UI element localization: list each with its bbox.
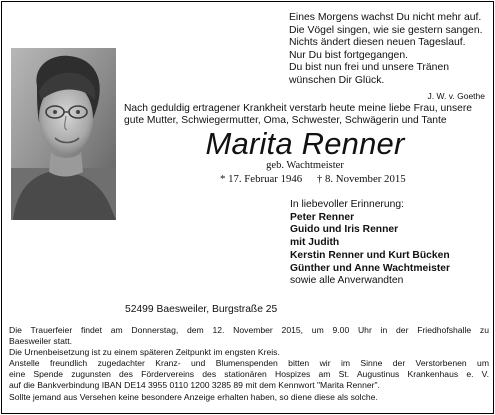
donation-line: Anstelle freundlich zugedachter Kranz- und Blumenspenden bitten wir im Sinne der Verstorbenen um (9, 358, 489, 369)
apology-line: Sollte jemand aus Versehen keine besondere Anzeige erhalten haben, so diene diese als solche. (9, 391, 378, 402)
funeral-line: Baesweiler statt. (9, 336, 73, 347)
mourner-name: mit Judith (290, 237, 340, 249)
death-date: † 8. November 2015 (316, 173, 406, 185)
mourners-closing: sowie alle Anverwandten (290, 275, 404, 287)
birth-name: geb. Wachtmeister (266, 160, 344, 171)
poem-line: Die Vögel singen, wie sie gestern sangen. (289, 24, 483, 36)
mourner-name: Kerstin Renner und Kurt Bücken (290, 249, 450, 261)
poem-line: Nur Du bist fortgegangen. (289, 49, 408, 61)
mourner-name: Peter Renner (290, 211, 355, 223)
poem-author: J. W. v. Goethe (427, 90, 485, 101)
funeral-line: Die Trauerfeier findet am Donnerstag, dem 12. November 2015, um 9.00 Uhr in der Friedhofshalle zu (9, 325, 489, 335)
poem (289, 12, 489, 102)
mourners-heading: In liebevoller Erinnerung: (290, 199, 404, 210)
life-dates (220, 173, 420, 186)
mourner-name: Guido und Iris Renner (290, 224, 399, 236)
poem-line: Nichts ändert diesen neuen Tageslauf. (289, 37, 466, 49)
announcement-line: Nach geduldig ertragener Krankheit verstarb heute meine liebe Frau, unsere (124, 103, 473, 114)
portrait-photo (11, 48, 116, 220)
obituary-notice (1, 1, 494, 414)
family-address: 52499 Baesweiler, Burgstraße 25 (125, 304, 278, 315)
birth-date: * 17. Februar 1946 (220, 173, 303, 185)
urn-burial-line: Die Urnenbeisetzung ist zu einem späteren Zeitpunkt im engsten Kreis. (9, 347, 280, 358)
announcement-line: gute Mutter, Schwiegermutter, Oma, Schwester, Schwägerin und Tante (124, 115, 447, 127)
funeral-information (9, 325, 489, 403)
donation-line: eine Spende zugunsten des Fördervereins des stationären Hospizes am St. Augustinus Krankenhaus e. V. (9, 369, 489, 380)
mourners-list (290, 199, 490, 288)
poem-line: Du bist nun frei und unsere Tränen (289, 62, 449, 74)
poem-line: Eines Morgens wachst Du nicht mehr auf. (289, 12, 482, 23)
donation-line: auf die Bankverbindung IBAN DE14 3955 0110 1200 3285 89 mit dem Kennwort "Marita Renner". (9, 380, 380, 391)
poem-line: wünschen Dir Glück. (289, 74, 385, 86)
death-announcement-text (124, 103, 490, 128)
deceased-name: Marita Renner (205, 126, 405, 161)
mourner-name: Günther und Anne Wachtmeister (290, 262, 450, 274)
portrait-image (11, 48, 116, 220)
